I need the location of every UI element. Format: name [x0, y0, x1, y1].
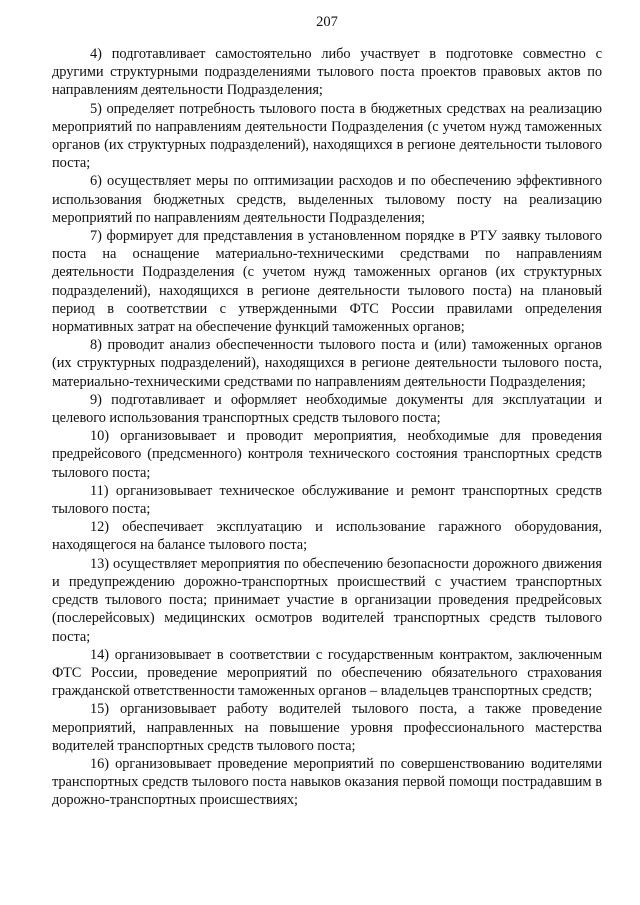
- paragraph-item-16: 16) организовывает проведение мероприятий по совершенствованию водителями транспортных средств тылового поста навыков оказания первой помощи пострадавшим в дорожно-транспортных происшествиях;: [52, 755, 602, 809]
- paragraph-item-9: 9) подготавливает и оформляет необходимые документы для эксплуатации и целевого использования транспортных средств тылового поста;: [52, 391, 602, 427]
- paragraph-item-10: 10) организовывает и проводит мероприятия, необходимые для проведения предрейсового (предсменного) контроля технического состояния транспортных средств тылового поста;: [52, 428, 602, 481]
- paragraph-item-8: 8) проводит анализ обеспеченности тылового поста и (или) таможенных органов (их структурных подразделений), находящихся в регионе деятельности тылового поста, материально-техническими средствами по направлениям деятельности Подразделения;: [52, 337, 602, 390]
- paragraph-item-13: 13) осуществляет мероприятия по обеспечению безопасности дорожного движения и предупреждению дорожно-транспортных происшествий с участием транспортных средств тылового поста; принимает участие в организации проведения предрейсовых (послерейсовых) медицинских осмотров водителей транспортных средств тылового поста;: [52, 555, 602, 645]
- paragraph-item-14: 14) организовывает в соответствии с государственным контрактом, заключенным ФТС России, проведение мероприятий по обеспечению обязательного страхования гражданской ответственности таможенных органов – владельцев транспортных средств;: [52, 646, 602, 700]
- paragraph-item-4: 4) подготавливает самостоятельно либо участвует в подготовке совместно с другими структурными подразделениями тылового поста проектов правовых актов по направлениям деятельности Подразделения;: [52, 46, 602, 99]
- paragraph-item-6: 6) осуществляет меры по оптимизации расходов и по обеспечению эффективного использования бюджетных средств, выделенных тыловому посту на реализацию мероприятий по направлениям деятельности Подразделения;: [52, 173, 602, 226]
- paragraph-item-15: 15) организовывает работу водителей тылового поста, а также проведение мероприятий, направленных на повышение уровня профессионального мастерства водителей транспортных средств тылового поста;: [52, 701, 602, 754]
- paragraph-item-5: 5) определяет потребность тылового поста в бюджетных средствах на реализацию мероприятий по направлениям деятельности Подразделения (с учетом нужд таможенных органов (их структурных подразделений), находящихся в регионе деятельности тылового поста;: [52, 100, 602, 172]
- paragraph-item-7: 7) формирует для представления в установленном порядке в РТУ заявку тылового поста на оснащение материально-техническими средствами по направлениям деятельности Подразделения (с учетом нужд таможенных органов (их структурных подразделений), находящихся в регионе деятельности тылового поста) на плановый период в соответствии с утвержденными ФТС России правилами определения нормативных затрат на обеспечение функций таможенных органов;: [52, 228, 602, 336]
- paragraph-item-11: 11) организовывает техническое обслуживание и ремонт транспортных средств тылового поста;: [52, 482, 602, 518]
- paragraph-item-12: 12) обеспечивает эксплуатацию и использование гаражного оборудования, находящегося на балансе тылового поста;: [52, 519, 602, 554]
- page-number: 207: [316, 14, 338, 30]
